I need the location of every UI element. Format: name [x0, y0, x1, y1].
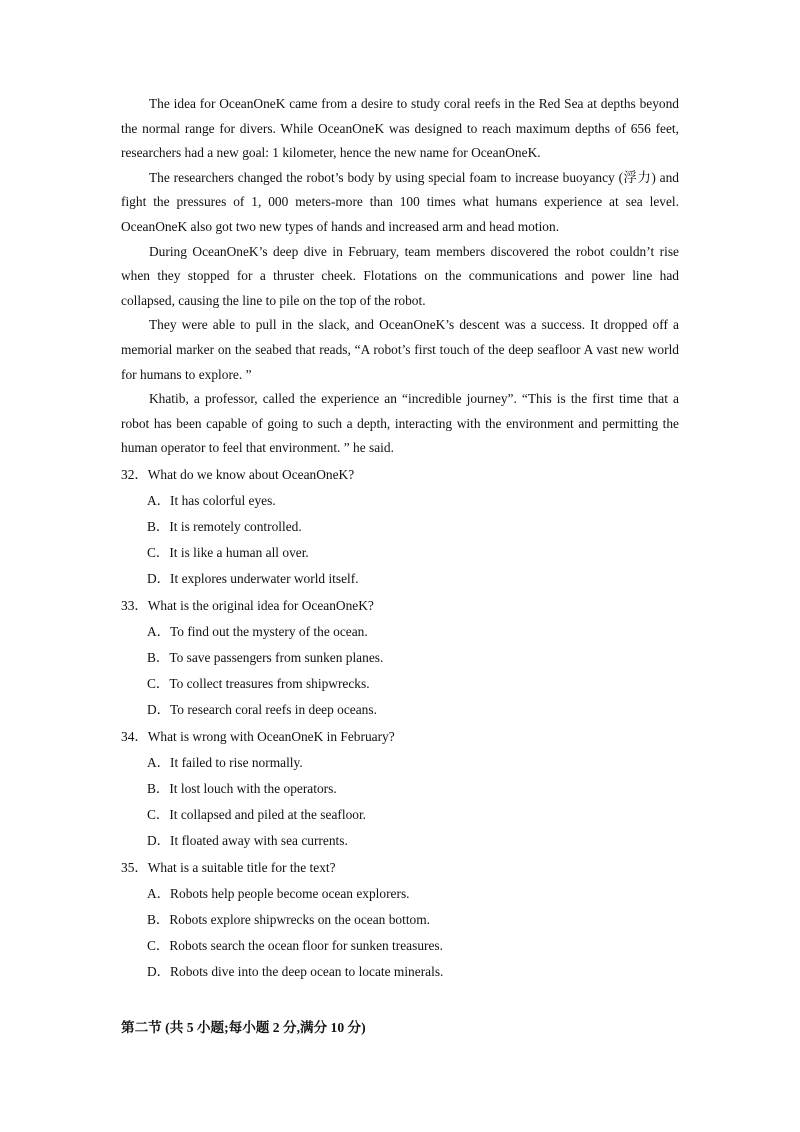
- passage-paragraph: The researchers changed the robot’s body by using special foam to increase buoyancy (浮力) and fight the pressures of 1, 000 meters-more than 100 times what humans experience at sea level. OceanOneK also got two new types of hands and increased arm and head motion.: [121, 169, 679, 234]
- option-b: B．Robots explore shipwrecks on the ocean bottom.: [147, 911, 431, 927]
- option-c: C．It is like a human all over.: [147, 544, 309, 560]
- option-d: D．It explores underwater world itself.: [147, 570, 359, 586]
- option-d: D．Robots dive into the deep ocean to locate minerals.: [147, 963, 444, 979]
- question-stem: 34．What is wrong with OceanOneK in February?: [121, 728, 395, 744]
- option-a: A．It has colorful eyes.: [147, 492, 276, 508]
- option-a: A．It failed to rise normally.: [147, 754, 303, 770]
- option-c: C．To collect treasures from shipwrecks.: [147, 675, 370, 691]
- question-34: [121, 724, 679, 854]
- passage-paragraph: During OceanOneK’s deep dive in February, team members discovered the robot couldn’t rise when they stopped for a thruster cheek. Flotations on the communications and power line had collapsed, causing the line to pile on the top of the robot.: [121, 243, 679, 308]
- option-d: D．To research coral reefs in deep oceans.: [147, 701, 377, 717]
- reading-passage: [121, 92, 679, 461]
- exam-page: [121, 92, 679, 1041]
- question-stem: 33．What is the original idea for OceanOneK?: [121, 597, 374, 613]
- question-32: [121, 462, 679, 592]
- option-a: A．To find out the mystery of the ocean.: [147, 623, 368, 639]
- section-heading: 第二节 (共 5 小题;每小题 2 分,满分 10 分): [121, 1019, 366, 1035]
- option-c: C．It collapsed and piled at the seafloor.: [147, 806, 367, 822]
- option-c: C．Robots search the ocean floor for sunken treasures.: [147, 937, 443, 953]
- question-33: [121, 593, 679, 723]
- passage-paragraph: The idea for OceanOneK came from a desire to study coral reefs in the Red Sea at depths beyond the normal range for divers. While OceanOneK was designed to reach maximum depths of 656 feet, researchers had a new goal: 1 kilometer, hence the new name for OceanOneK.: [121, 96, 679, 161]
- option-a: A．Robots help people become ocean explorers.: [147, 885, 410, 901]
- passage-paragraph: Khatib, a professor, called the experience an “incredible journey”. “This is the first time that a robot has been capable of going to such a depth, interacting with the environment and permitting the human operator to feel that environment. ” he said.: [121, 391, 679, 456]
- question-stem: 32．What do we know about OceanOneK?: [121, 466, 355, 482]
- option-b: B．To save passengers from sunken planes.: [147, 649, 384, 665]
- passage-paragraph: They were able to pull in the slack, and OceanOneK’s descent was a success. It dropped off a memorial marker on the seabed that reads, “A robot’s first touch of the deep seafloor A vast new world for humans to explore. ”: [121, 317, 679, 382]
- question-stem: 35．What is a suitable title for the text?: [121, 859, 336, 875]
- question-35: [121, 855, 679, 985]
- option-b: B．It is remotely controlled.: [147, 518, 302, 534]
- option-d: D．It floated away with sea currents.: [147, 832, 348, 848]
- option-b: B．It lost louch with the operators.: [147, 780, 337, 796]
